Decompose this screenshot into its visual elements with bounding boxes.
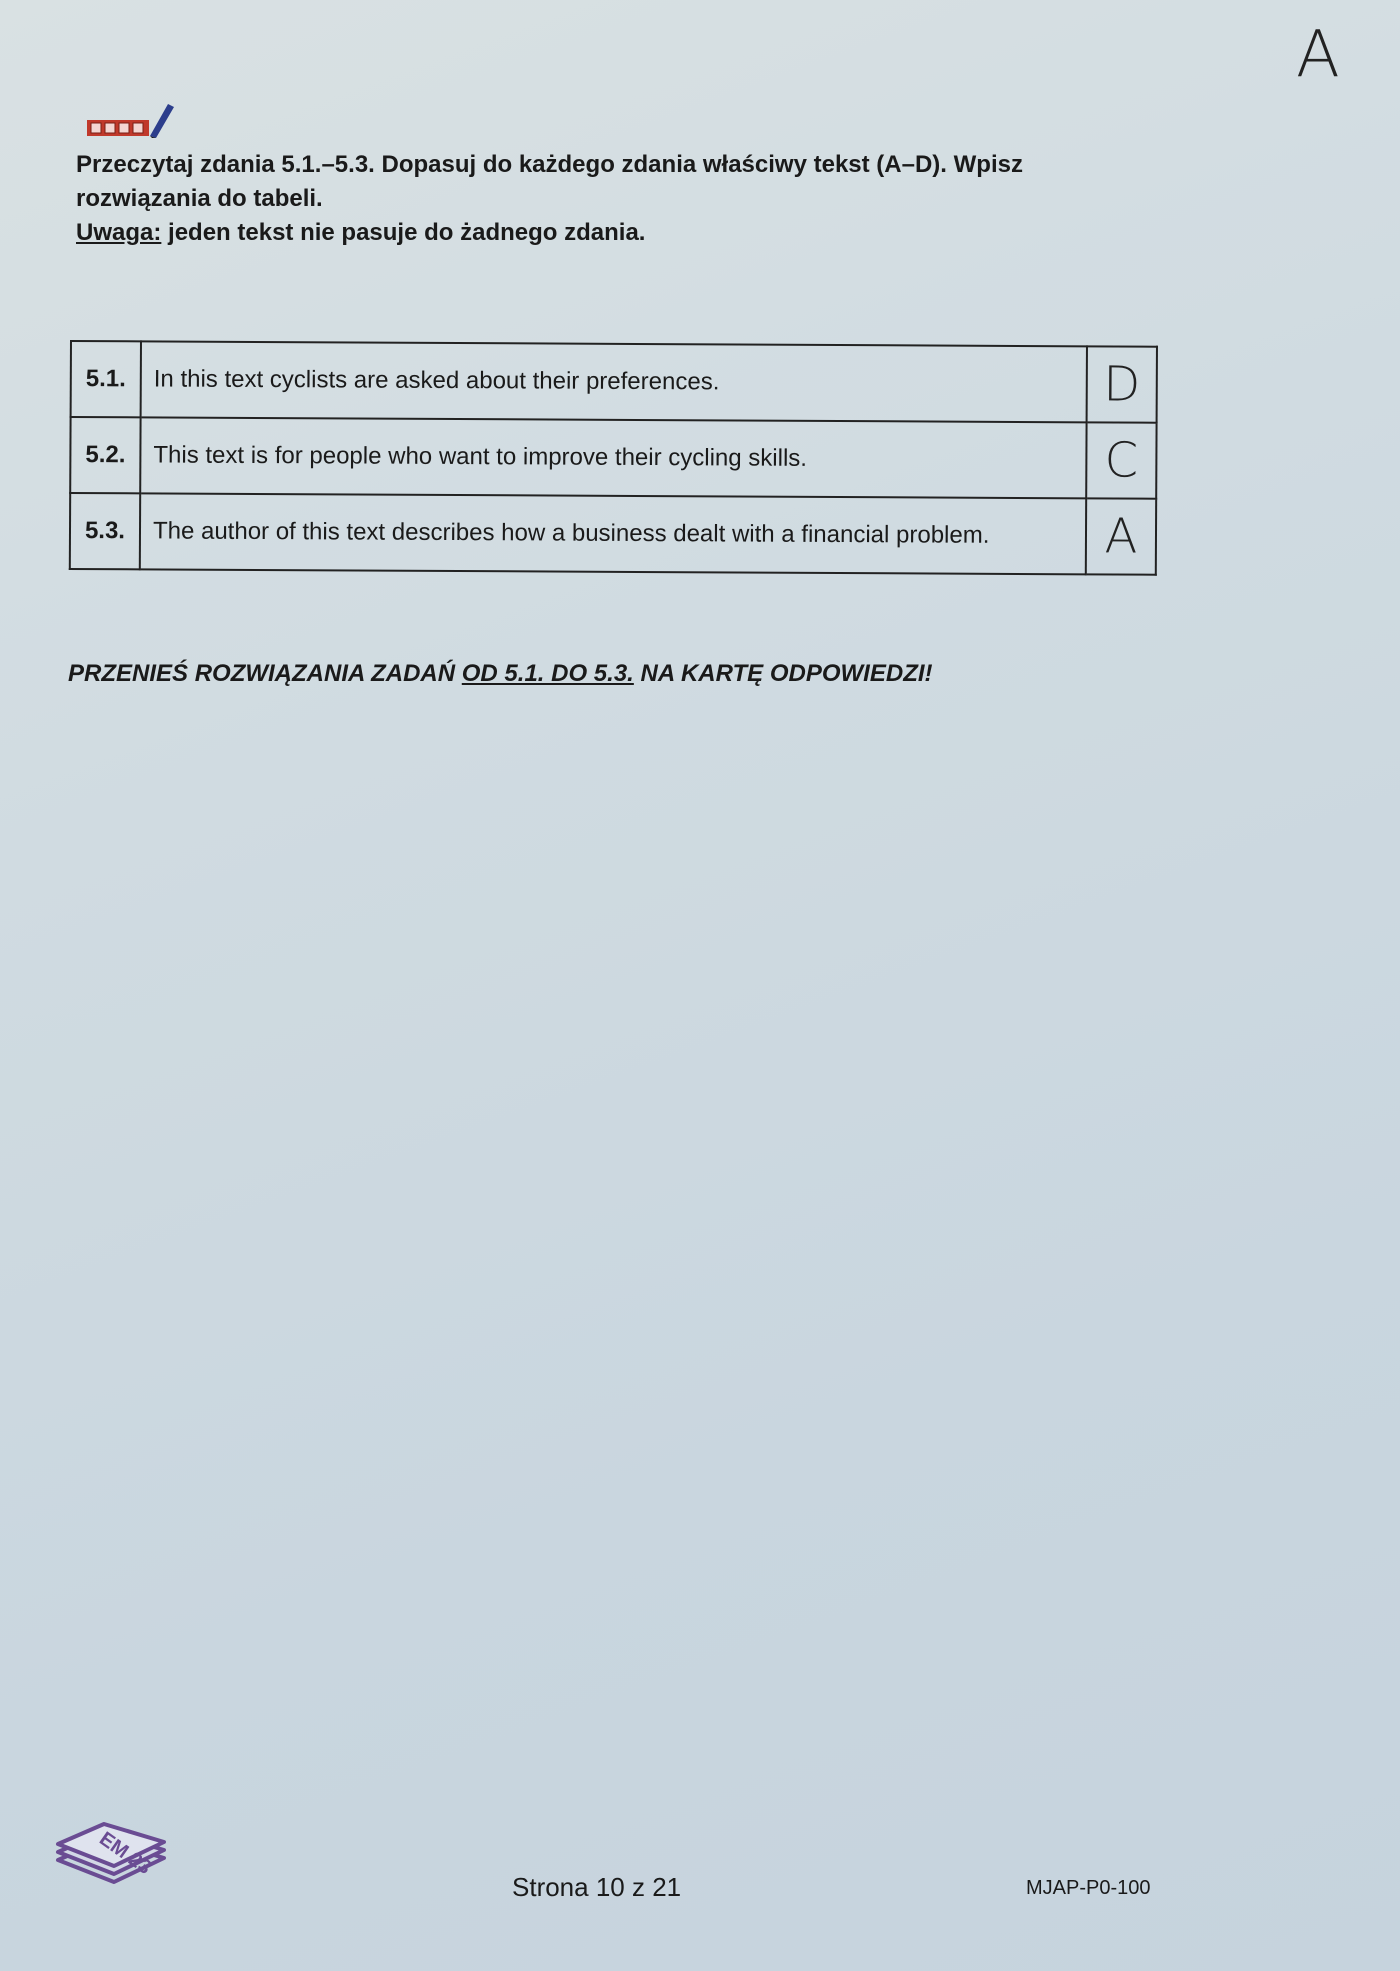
row-answer[interactable]: D: [1087, 346, 1157, 422]
logo-text: EM 23: [95, 1827, 156, 1879]
transfer-text-before: PRZENIEŚ ROZWIĄZANIA ZADAŃ: [68, 660, 462, 687]
table-row: [71, 341, 1157, 423]
row-statement: The author of this text describes how a business dealt with a financial problem.: [140, 493, 1086, 574]
handwritten-version-mark: A: [1296, 18, 1340, 92]
task-instructions: [76, 148, 1156, 250]
table-row: [70, 417, 1156, 499]
note-text: jeden tekst nie pasuje do żadnego zdania.: [161, 219, 646, 246]
row-statement: This text is for people who want to improve their cycling skills.: [140, 417, 1086, 498]
note-label: Uwaga:: [76, 219, 162, 246]
row-number: 5.2.: [70, 417, 140, 493]
transfer-instruction: [68, 660, 933, 688]
row-answer[interactable]: C: [1086, 422, 1156, 498]
row-answer[interactable]: A: [1086, 498, 1156, 574]
instruction-note: [76, 216, 1156, 250]
row-statement: In this text cyclists are asked about their preferences.: [141, 341, 1087, 422]
transfer-range: OD 5.1. DO 5.3.: [461, 660, 634, 687]
page-number: Strona 10 z 21: [512, 1872, 682, 1902]
table-row: [70, 493, 1156, 575]
answer-table: [69, 340, 1158, 576]
checkbox-pencil-icon: [86, 100, 181, 140]
instruction-text: Przeczytaj zdania 5.1.–5.3. Dopasuj do każdego zdania właściwy tekst (A–D). Wpisz rozwiązania do tabeli.: [76, 151, 1023, 212]
stacked-layers-logo: [52, 1800, 172, 1890]
exam-code: MJAP-P0-100: [1026, 1877, 1151, 1899]
row-number: 5.3.: [70, 493, 140, 569]
transfer-text-after: NA KARTĘ ODPOWIEDZI!: [633, 660, 933, 687]
row-number: 5.1.: [71, 341, 141, 417]
